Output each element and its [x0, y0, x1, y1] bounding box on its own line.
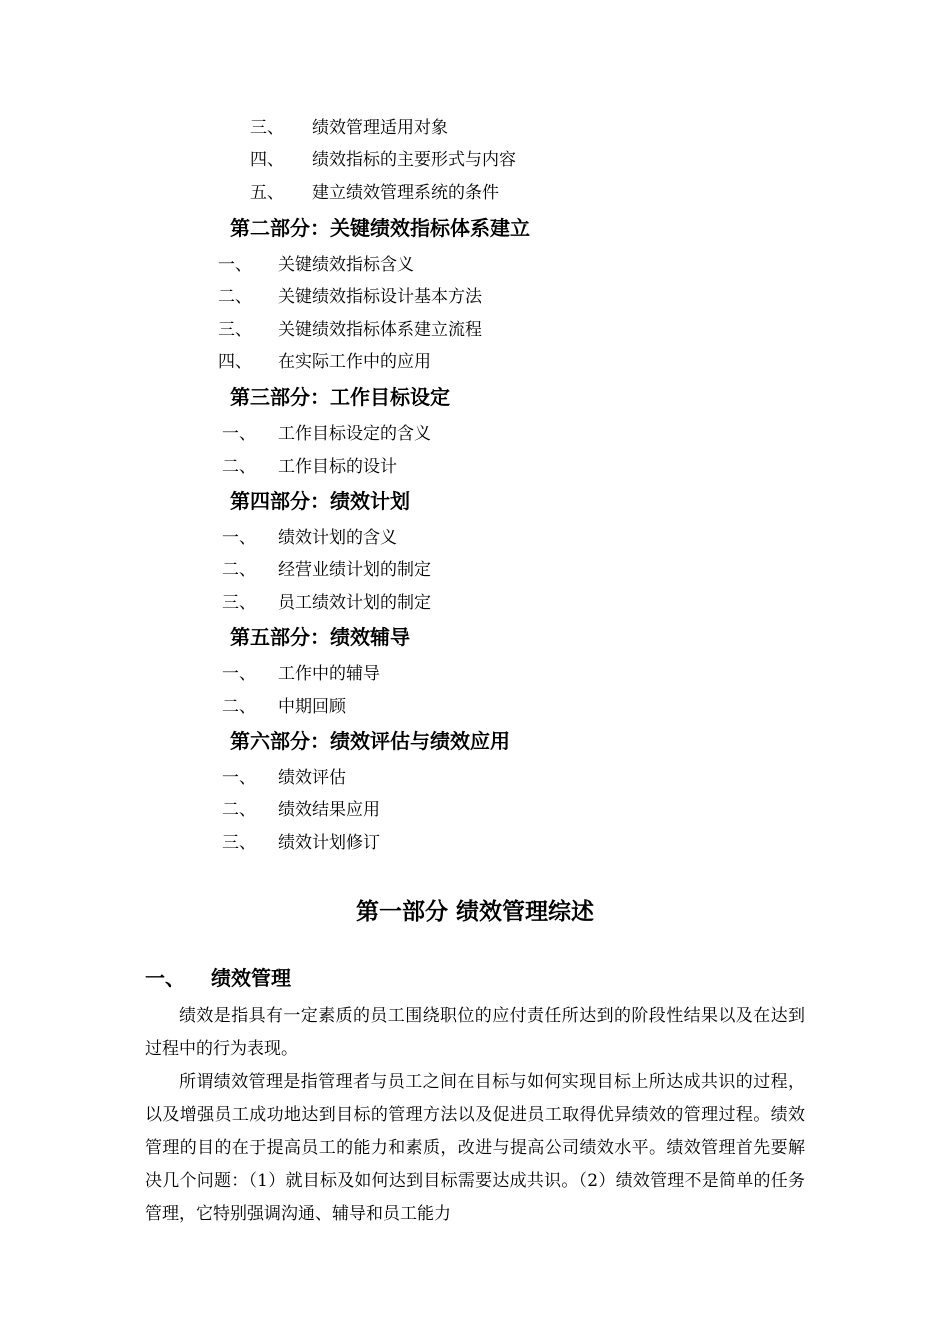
toc-part-title[interactable]: 第六部分：绩效评估与绩效应用: [230, 729, 510, 753]
toc-item-text: 工作目标设定的含义: [278, 424, 431, 444]
toc-item-number: 四、: [250, 150, 284, 170]
toc-item-number: 三、: [218, 320, 252, 340]
toc-part-title[interactable]: 第二部分：关键绩效指标体系建立: [230, 216, 530, 240]
toc-item-text: 工作中的辅导: [278, 664, 380, 684]
toc-item-number: 二、: [222, 457, 256, 477]
body-paragraph: 所谓绩效管理是指管理者与员工之间在目标与如何实现目标上所达成共识的过程，以及增强员工成功地达到目标的管理方法以及促进员工取得优异绩效的管理过程。绩效管理的目的在于提高员工的能力和素质，改进与提高公司绩效水平。绩效管理首先要解决几个问题：（1）就目标及如何达到目标需要达成共识。（2）绩效管理不是简单的任务管理，它特别强调沟通、辅导和员工能力: [145, 1072, 805, 1224]
toc-item-text: 绩效管理适用对象: [312, 118, 448, 138]
section-number: 一、: [145, 966, 185, 990]
toc-item-number: 一、: [218, 255, 252, 275]
toc-item-text: 绩效评估: [278, 768, 346, 788]
toc-item-text: 关键绩效指标体系建立流程: [278, 320, 482, 340]
toc-item-text: 绩效计划的含义: [278, 528, 397, 548]
toc-item-number: 一、: [222, 768, 256, 788]
toc-item-number: 四、: [218, 352, 252, 372]
toc-item-number: 一、: [222, 664, 256, 684]
toc-item-text: 工作目标的设计: [278, 457, 397, 477]
toc-item-number: 二、: [222, 697, 256, 717]
toc-item-number: 二、: [222, 560, 256, 580]
toc-part-title[interactable]: 第五部分：绩效辅导: [230, 625, 410, 649]
section-title: 绩效管理: [211, 966, 291, 990]
body-paragraph: 绩效是指具有一定素质的员工围绕职位的应付责任所达到的阶段性结果以及在达到过程中的行为表现。: [145, 1006, 805, 1059]
toc-part-title[interactable]: 第四部分：绩效计划: [230, 489, 410, 513]
toc-item-text: 关键绩效指标含义: [278, 255, 414, 275]
toc-item-text: 中期回顾: [278, 697, 346, 717]
toc-item-text: 在实际工作中的应用: [278, 352, 431, 372]
toc-item-number: 五、: [250, 183, 284, 203]
toc-item-text: 绩效结果应用: [278, 800, 380, 820]
toc-part-title[interactable]: 第三部分：工作目标设定: [230, 385, 450, 409]
toc-item-number: 三、: [222, 593, 256, 613]
toc-item-text: 建立绩效管理系统的条件: [312, 183, 499, 203]
toc-item-number: 三、: [222, 833, 256, 853]
toc-item-text: 关键绩效指标设计基本方法: [278, 287, 482, 307]
toc-item-text: 绩效指标的主要形式与内容: [312, 150, 516, 170]
toc-item-number: 二、: [222, 800, 256, 820]
toc-item-text: 绩效计划修订: [278, 833, 380, 853]
toc-item-number: 二、: [218, 287, 252, 307]
chapter-title: 第一部分 绩效管理综述: [355, 899, 594, 925]
toc-item-text: 经营业绩计划的制定: [278, 560, 431, 580]
toc-item-number: 一、: [222, 528, 256, 548]
toc-item-number: 三、: [250, 118, 284, 138]
toc-item-number: 一、: [222, 424, 256, 444]
toc-item-text: 员工绩效计划的制定: [278, 593, 431, 613]
